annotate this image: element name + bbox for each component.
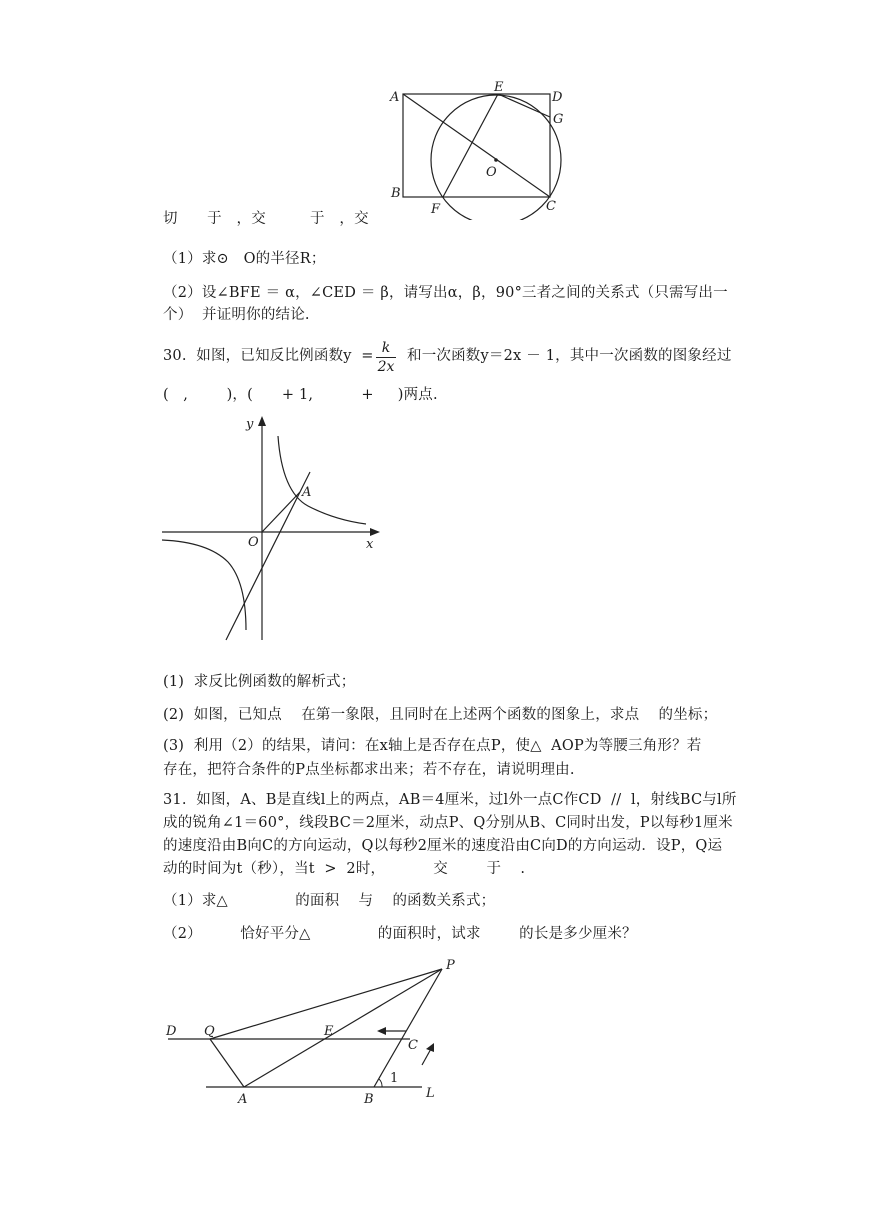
label-y: y [246,417,254,432]
angle-1-arc [379,1079,382,1087]
label-P: P [446,958,455,973]
label-B: B [364,1092,374,1105]
y-axis-arrow [258,416,266,426]
label-C: C [546,199,556,214]
x-axis-arrow [370,528,380,536]
arrow-q-head [377,1027,386,1035]
hyperbola-branch-2 [162,540,246,630]
label-O: O [248,535,259,550]
q30-line1-a: 30. 如图，已知反比例函数y = [163,348,374,364]
q31-line1: 31. 如图，A、B是直线l上的两点，AB＝4厘米，过l外一点C作CD // l，射线BC与l所 [163,792,737,808]
label-G: G [553,112,564,127]
q29-part2-line1: （2）设∠BFE ＝ α，∠CED ＝ β，请写出α，β，90°三者之间的关系式（只需写出一 [163,285,728,301]
q29-part1: （1）求⊙ O的半径R； [163,251,326,267]
q30-part3-line2: 存在，把符合条件的P点坐标都求出来；若不存在，请说明理由. [163,762,575,778]
label-A: A [302,485,312,500]
q29-stem: 切 于 ，交 于 ，交 [163,211,369,227]
segment-oa [262,492,300,532]
label-D: D [552,90,563,105]
q30-line1-b: 和一次函数y＝2x － 1，其中一次函数的图象经过 [407,348,732,364]
fraction-denominator: 2x [377,359,395,375]
q30-line2: ( , )，( + 1, + )两点. [163,387,438,403]
label-A: A [238,1092,248,1105]
label-E: E [494,80,504,95]
q30-part2: (2) 如图，已知点 在第一象限，且同时在上述两个函数的图象上，求点 的坐标； [163,707,718,723]
q29-part2-line2: 个） 并证明你的结论. [163,307,310,323]
label-C: C [408,1038,418,1053]
label-A: A [390,90,400,105]
diagonal-ac [403,94,550,197]
segment-eg [498,94,550,117]
figure-rectangle-circle [385,80,570,220]
label-D: D [166,1024,177,1039]
q31-line2: 成的锐角∠1＝60°，线段BC＝2厘米，动点P、Q分别从B、C同时出发，P以每秒1厘米 [163,815,733,831]
center-point-o [494,158,498,162]
label-Q: Q [204,1024,215,1039]
segment-qa [210,1039,244,1087]
figure-hyperbola-line [160,412,390,644]
segment-ap [244,969,442,1087]
q31-part2: （2） 恰好平分△ 的面积时，试求 的长是多少厘米？ [163,926,637,942]
label-x: x [366,537,374,552]
linear-function-line [226,472,310,640]
label-O: O [486,165,497,180]
q30-part3-line1: (3) 利用（2）的结果，请问：在x轴上是否存在点P，使△ AOP为等腰三角形？若 [163,738,702,754]
q31-line4: 动的时间为t（秒），当t > 2时， 交 于 . [163,861,526,877]
figure-parallel-lines [160,955,460,1105]
q31-part1: （1）求△ 的面积 与 的函数关系式； [163,893,496,909]
q30-part1: (1) 求反比例函数的解析式； [163,674,356,690]
label-angle-1: 1 [390,1071,399,1086]
fraction-numerator: k [381,340,391,356]
label-L: L [426,1086,435,1101]
label-B: B [391,186,401,201]
label-E: E [324,1024,334,1039]
segment-ef [443,94,498,197]
fraction-k-over-2x [374,339,398,376]
label-F: F [431,202,441,217]
q31-line3: 的速度沿由B向C的方向运动，Q以每秒2厘米的速度沿由C向D的方向运动．设P，Q运 [163,838,723,854]
